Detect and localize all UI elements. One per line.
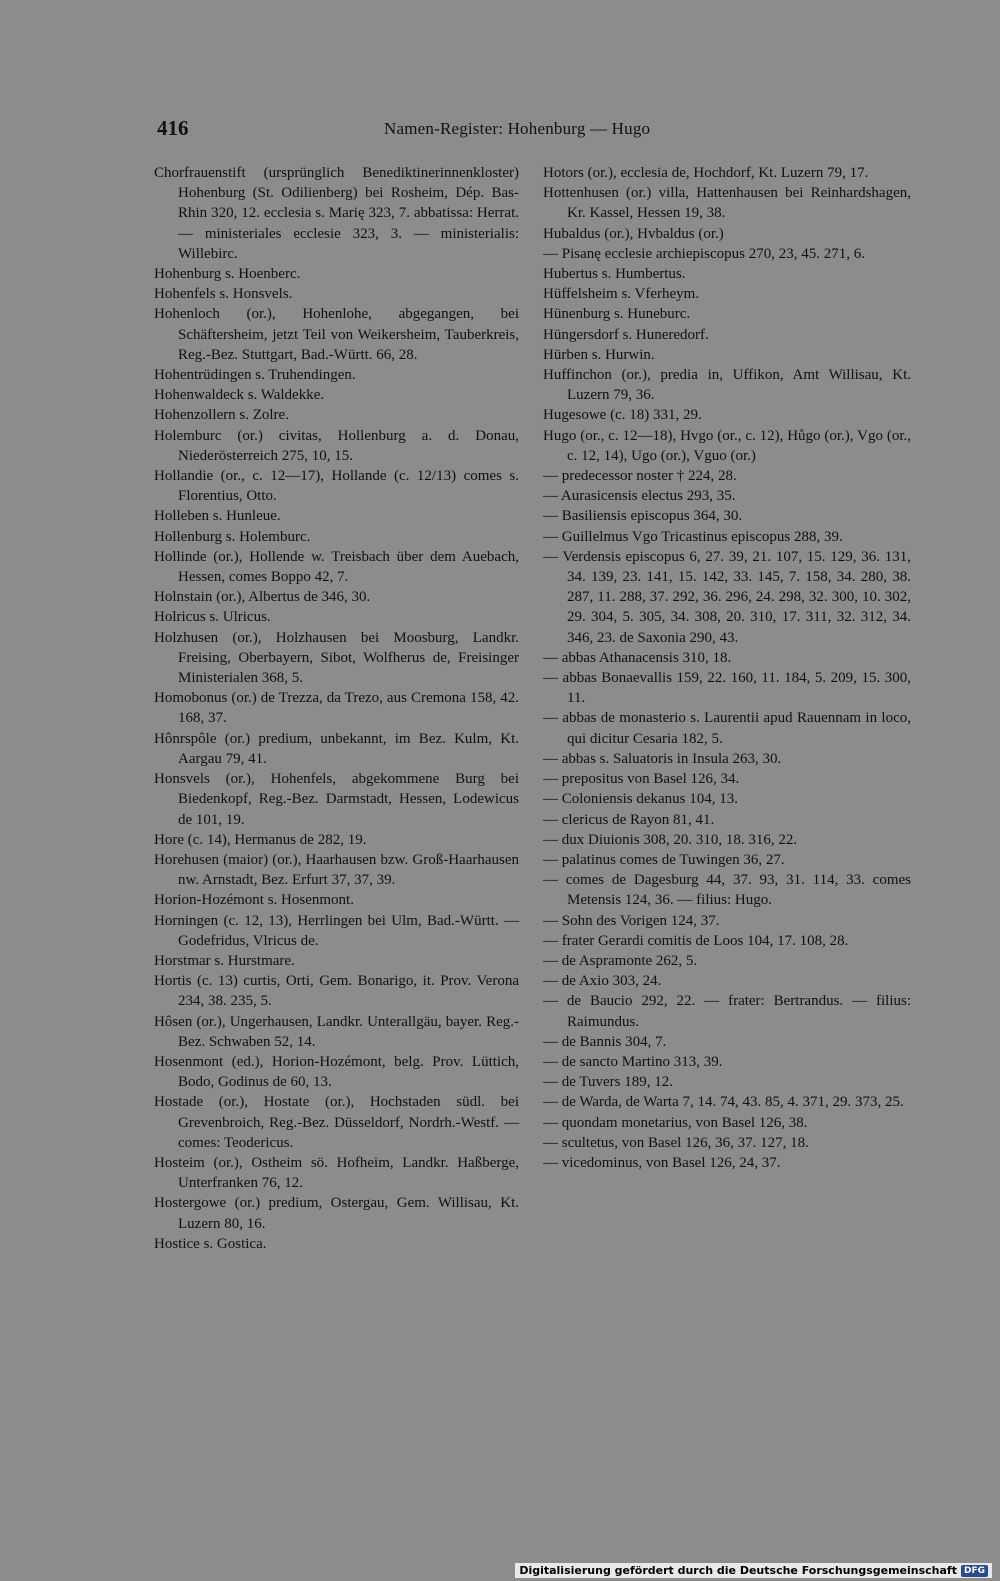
- index-entry: Huffinchon (or.), predia in, Uffikon, Amt Willisau, Kt. Luzern 79, 36.: [543, 367, 911, 404]
- index-entry: Hostade (or.), Hostate (or.), Hochstaden südl. bei Grevenbroich, Reg.-Bez. Düsseldorf, Nordrh.-Westf. — comes: Teodericus.: [154, 1094, 519, 1151]
- index-entry: — prepositus von Basel 126, 34.: [543, 771, 740, 788]
- index-entry: — Sohn des Vorigen 124, 37.: [543, 912, 720, 929]
- index-entry: Hostergowe (or.) predium, Ostergau, Gem. Willisau, Kt. Luzern 80, 16.: [154, 1195, 519, 1232]
- index-entry: — Basiliensis episcopus 364, 30.: [543, 508, 743, 525]
- index-entry: Holleben s. Hunleue.: [154, 508, 281, 525]
- dfg-logo: DFG: [961, 1565, 988, 1577]
- index-entry: Hohenloch (or.), Hohenlohe, abgegangen, bei Schäftersheim, jetzt Teil von Weikersheim, Tauberkreis, Reg.-Bez. Stuttgart, Bad.-Württ. 66, 28.: [154, 306, 519, 363]
- index-entry: Honsvels (or.), Hohenfels, abgekommene Burg bei Biedenkopf, Reg.-Bez. Darmstadt, Hessen, Lodewicus de 101, 19.: [154, 771, 519, 828]
- index-entry: — abbas Athanacensis 310, 18.: [543, 649, 732, 666]
- index-entry: Hohenburg s. Hoenberc.: [154, 266, 301, 283]
- index-entry: — de Warda, de Warta 7, 14. 74, 43. 85, 4. 371, 29. 373, 25.: [543, 1094, 904, 1111]
- index-entry: Hubaldus (or.), Hvbaldus (or.): [543, 225, 724, 242]
- index-entry: Hotors (or.), ecclesia de, Hochdorf, Kt. Luzern 79, 17.: [543, 165, 869, 181]
- index-entry: Chorfrauenstift (ursprünglich Benediktinerinnenkloster) Hohenburg (St. Odilienberg) bei Rosheim, Dép. Bas-Rhin 320, 12. ecclesia s. Marię 323, 7. abbatissa: Herrat. — ministeriales ecclesie 323, 3. — ministerialis: Willebirc.: [154, 165, 519, 262]
- index-entry: — predecessor noster † 224, 28.: [543, 468, 737, 485]
- index-entry: Hohenzollern s. Zolre.: [154, 407, 289, 424]
- index-entry: — scultetus, von Basel 126, 36, 37. 127, 18.: [543, 1134, 809, 1151]
- page-number: 416: [157, 116, 189, 140]
- index-entry: Hosteim (or.), Ostheim sö. Hofheim, Landkr. Haßberge, Unterfranken 76, 12.: [154, 1154, 519, 1192]
- index-entry: Hollinde (or.), Hollende w. Treisbach über dem Auebach, Hessen, comes Boppo 42, 7.: [154, 548, 519, 586]
- index-entry: Hostice s. Gostica.: [154, 1235, 267, 1252]
- index-entry: — clericus de Rayon 81, 41.: [543, 811, 715, 828]
- index-entry: Holricus s. Ulricus.: [154, 609, 271, 626]
- index-entry: — comes de Dagesburg 44, 37. 93, 31. 114, 33. comes Metensis 124, 36. — filius: Hugo.: [543, 872, 911, 909]
- index-entry: Hüngersdorf s. Huneredorf.: [543, 326, 709, 343]
- index-entry: Hohenwaldeck s. Waldekke.: [154, 387, 325, 404]
- index-entry: Hottenhusen (or.) villa, Hattenhausen bei Reinhardshagen, Kr. Kassel, Hessen 19, 38.: [543, 185, 911, 222]
- index-entry: — palatinus comes de Tuwingen 36, 27.: [543, 851, 785, 868]
- index-entry: — abbas de monasterio s. Laurentii apud Rauennam in loco, qui dicitur Cesaria 182, 5.: [543, 710, 911, 747]
- index-entry: — abbas s. Saluatoris in Insula 263, 30.: [543, 750, 782, 767]
- index-entry: Hohenfels s. Honsvels.: [154, 286, 293, 303]
- index-entry: — de Axio 303, 24.: [543, 973, 662, 990]
- index-entry: Horstmar s. Hurstmare.: [154, 952, 295, 969]
- footer-credit: [515, 1563, 992, 1578]
- index-entry: Hüffelsheim s. Vferheym.: [543, 286, 700, 303]
- left-column: [154, 163, 519, 1254]
- index-entry: — vicedominus, von Basel 126, 24, 37.: [543, 1154, 781, 1171]
- index-entry: — de Tuvers 189, 12.: [543, 1074, 674, 1091]
- index-entry: Horningen (c. 12, 13), Herrlingen bei Ulm, Bad.-Württ. — Godefridus, Vlricus de.: [154, 912, 519, 949]
- index-entry: Horion-Hozémont s. Hosenmont.: [154, 892, 354, 909]
- index-entry: Hosenmont (ed.), Horion-Hozémont, belg. Prov. Lüttich, Bodo, Godinus de 60, 13.: [154, 1053, 519, 1091]
- index-entry: Hünenburg s. Huneburc.: [543, 306, 691, 323]
- right-column: [543, 163, 911, 1173]
- index-entry: Holzhusen (or.), Holzhausen bei Moosburg, Landkr. Freising, Oberbayern, Sibot, Wolfherus de, Freisinger Ministerialen 368, 5.: [154, 629, 519, 687]
- index-entry: — quondam monetarius, von Basel 126, 38.: [543, 1114, 808, 1131]
- index-entry: — Coloniensis dekanus 104, 13.: [543, 791, 738, 808]
- index-entry: Hugesowe (c. 18) 331, 29.: [543, 407, 702, 424]
- index-entry: — frater Gerardi comitis de Loos 104, 17. 108, 28.: [543, 932, 849, 949]
- index-entry: Horehusen (maior) (or.), Haarhausen bzw. Groß-Haarhausen nw. Arnstadt, Bez. Erfurt 37, 37, 39.: [154, 851, 519, 889]
- index-entry: Hore (c. 14), Hermanus de 282, 19.: [154, 831, 367, 848]
- index-entry: Hortis (c. 13) curtis, Orti, Gem. Bonarigo, it. Prov. Verona 234, 38. 235, 5.: [154, 973, 519, 1010]
- index-entry: Holnstain (or.), Albertus de 346, 30.: [154, 589, 371, 606]
- running-head: Namen-Register: Hohenburg — Hugo: [384, 119, 651, 138]
- index-entry: — de Bannis 304, 7.: [543, 1033, 667, 1050]
- index-entry: Homobonus (or.) de Trezza, da Trezo, aus Cremona 158, 42. 168, 37.: [154, 690, 519, 727]
- index-entry: Hubertus s. Humbertus.: [543, 266, 686, 283]
- index-entry: Hollandie (or., c. 12—17), Hollande (c. 12/13) comes s. Florentius, Otto.: [154, 468, 519, 505]
- index-entry: — Pisanę ecclesie archiepiscopus 270, 23, 45. 271, 6.: [543, 245, 866, 262]
- index-entry: — de Aspramonte 262, 5.: [543, 952, 698, 969]
- index-entry: — de Baucio 292, 22. — frater: Bertrandus. — filius: Raimundus.: [543, 993, 911, 1030]
- index-entry: Hollenburg s. Holemburc.: [154, 528, 311, 545]
- index-entry: Hugo (or., c. 12—18), Hvgo (or., c. 12), Hůgo (or.), Vgo (or., c. 12, 14), Ugo (or.), Vguo (or.): [543, 427, 911, 464]
- index-entry: — Guillelmus Vgo Tricastinus episcopus 288, 39.: [543, 528, 843, 545]
- index-entry: Hohentrüdingen s. Truhendingen.: [154, 367, 356, 384]
- index-entry: — Verdensis episcopus 6, 27. 39, 21. 107, 15. 129, 36. 131, 34. 139, 23. 141, 15. 142, 33. 145, 7. 158, 34. 280, 38. 287, 11. 288, 37. 292, 36. 296, 24. 298, 32. 300, 10. 302, 29. 304, 5. 305, 34. 308, 20. 310, 17. 311, 32. 312, 34. 346, 23. de Saxonia 290, 43.: [543, 548, 911, 646]
- index-entry: Hürben s. Hurwin.: [543, 346, 655, 363]
- index-entry: — dux Diuionis 308, 20. 310, 18. 316, 22.: [543, 831, 798, 848]
- index-entry: Hônrspôle (or.) predium, unbekannt, im Bez. Kulm, Kt. Aargau 79, 41.: [154, 730, 519, 767]
- index-entry: Holemburc (or.) civitas, Hollenburg a. d. Donau, Niederösterreich 275, 10, 15.: [154, 427, 519, 464]
- index-entry: — de sancto Martino 313, 39.: [543, 1053, 723, 1070]
- index-entry: — abbas Bonaevallis 159, 22. 160, 11. 184, 5. 209, 15. 300, 11.: [543, 670, 911, 707]
- index-entry: — Aurasicensis electus 293, 35.: [543, 488, 736, 505]
- index-entry: Hôsen (or.), Ungerhausen, Landkr. Unterallgäu, bayer. Reg.-Bez. Schwaben 52, 14.: [154, 1013, 519, 1050]
- footer-text: Digitalisierung gefördert durch die Deutsche Forschungsgemeinschaft: [519, 1564, 957, 1577]
